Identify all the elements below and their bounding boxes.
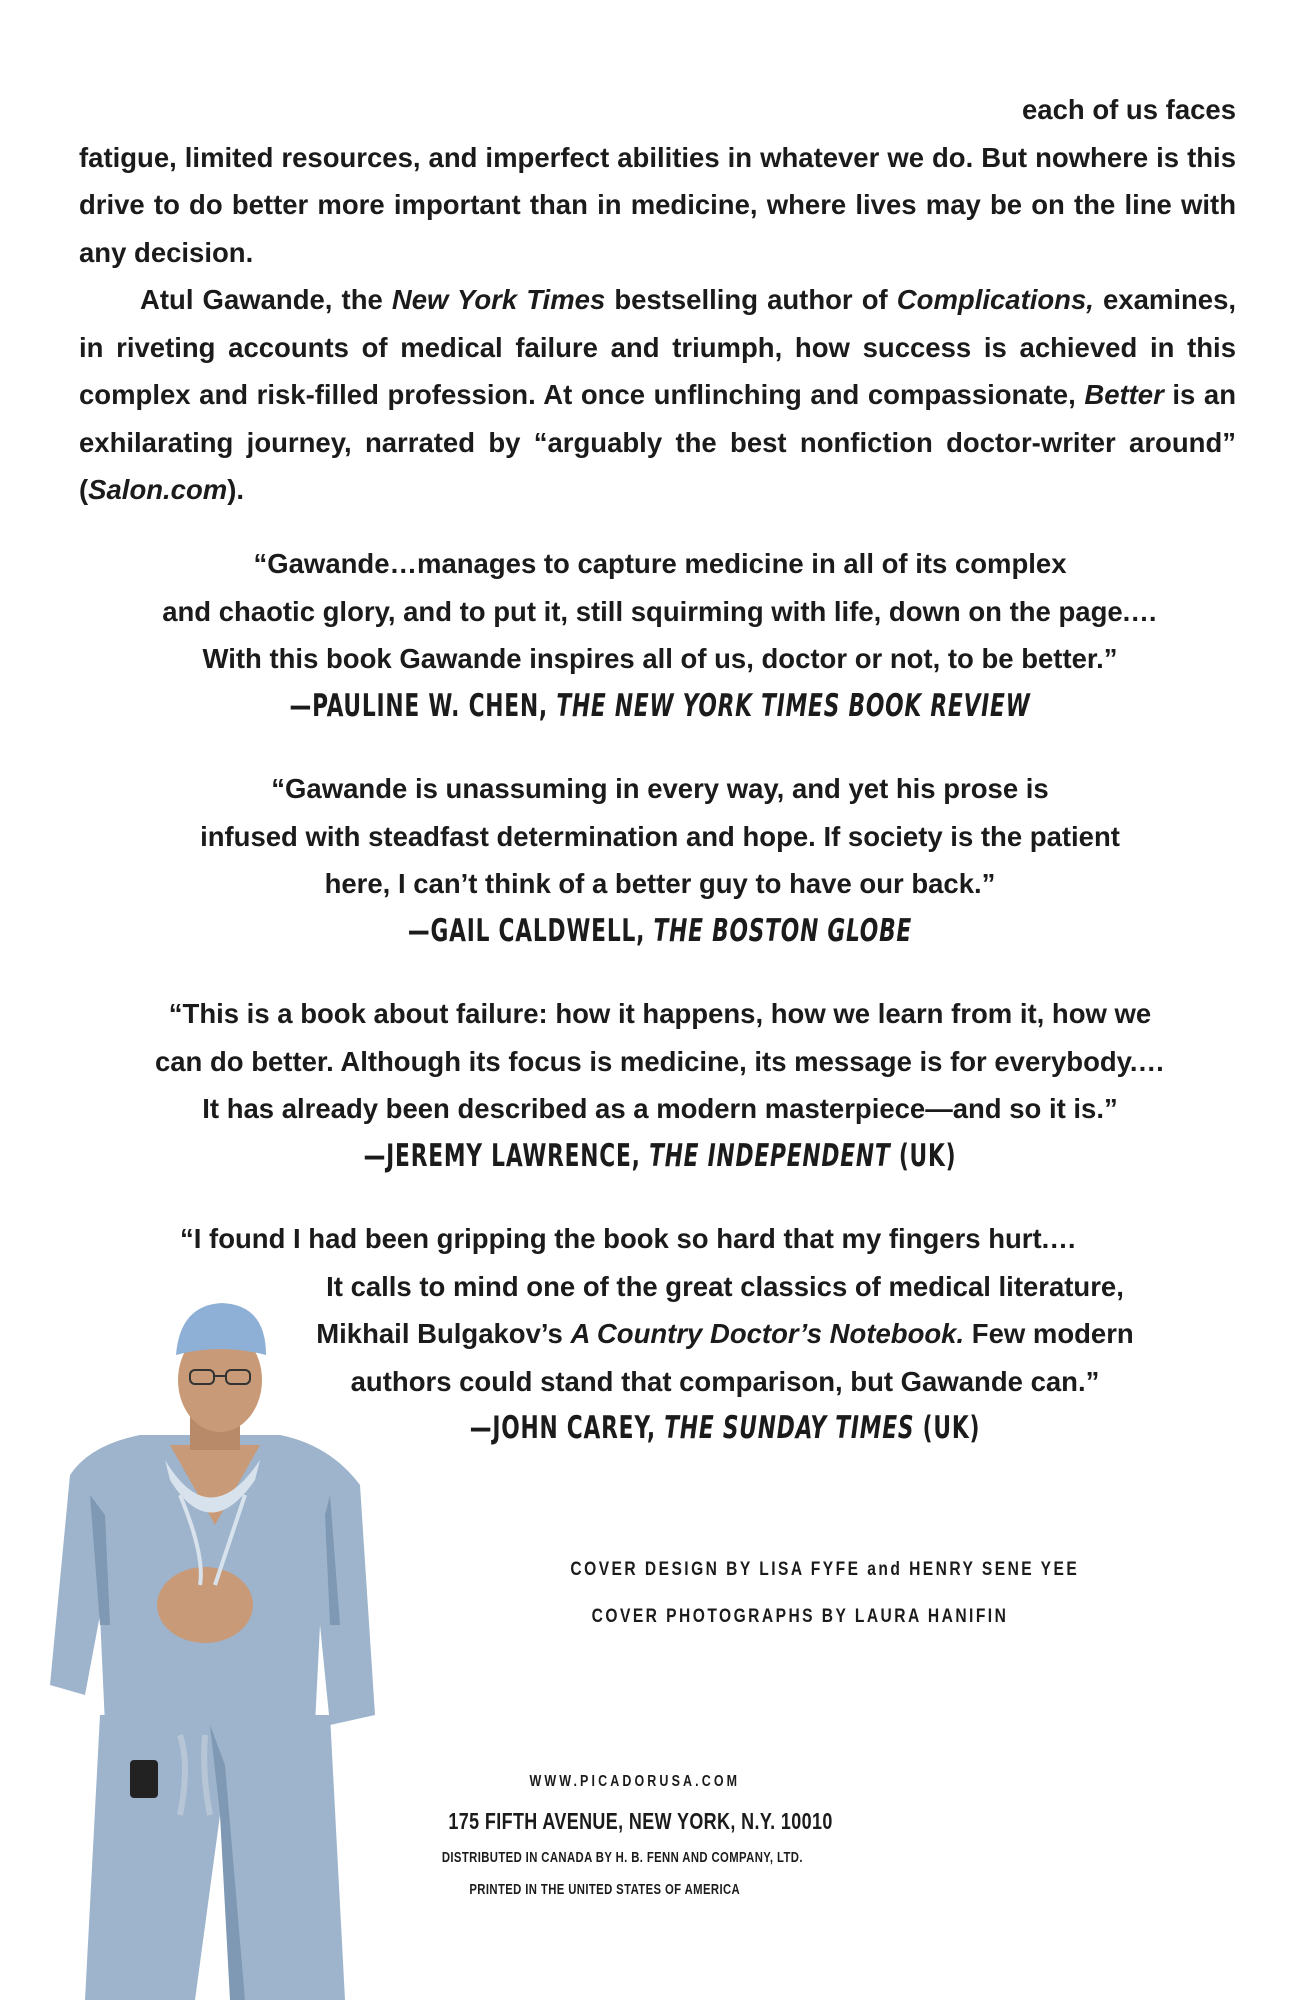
attribution-source: THE NEW YORK TIMES BOOK REVIEW: [556, 687, 1031, 724]
quote-line: It has already been described as a modern masterpiece—and so it is.”: [202, 1093, 1118, 1124]
publisher-address-text: 175 FIFTH AVENUE, NEW YORK, N.Y. 10010: [448, 1808, 833, 1834]
publisher-website-text: WWW.PICADORUSA.COM: [529, 1773, 740, 1790]
cover-credits: [520, 1546, 1080, 1640]
attribution-author: —JEREMY LAWRENCE,: [363, 1137, 650, 1174]
quote-text: Mikhail Bulgakov’s: [316, 1318, 571, 1349]
canada-distribution: [340, 1850, 803, 1866]
p2-complications-title: Complications,: [896, 284, 1094, 315]
blurb-caldwell: [60, 765, 1260, 955]
blurb-chen: [60, 540, 1260, 730]
quote-line: “I found I had been gripping the book so hard that my fingers hurt.…: [180, 1223, 1077, 1254]
intro-paragraph-1: fatigue, limited resources, and imperfect abilities in whatever we do. But nowhere is this drive to do better more important than in medicine, where lives may be on the line with any decision.: [79, 141, 1236, 268]
canada-distribution-text: DISTRIBUTED IN CANADA BY H. B. FENN AND COMPANY, LTD.: [441, 1850, 803, 1866]
attribution-author: —PAULINE W. CHEN,: [289, 687, 557, 724]
cover-photo-credit: COVER PHOTOGRAPHS BY LAURA HANIFIN: [591, 1606, 1009, 1627]
quote-line: here, I can’t think of a better guy to have our back.”: [324, 868, 996, 899]
p2-text-e: ).: [227, 474, 245, 505]
publisher-website: [340, 1773, 740, 1791]
p2-text-c: examines, in riveting accounts of medical failure and triumph, how success is achieved in this complex and risk-filled profession. At once unflinching and compassionate,: [79, 284, 1237, 410]
printed-in: [340, 1882, 740, 1898]
quote-line: “This is a book about failure: how it happens, how we learn from it, how we: [168, 998, 1152, 1029]
attribution-source: THE SUNDAY TIMES: [664, 1410, 915, 1446]
clasped-hands: [157, 1567, 253, 1643]
quote-book-title: A Country Doctor’s Notebook.: [570, 1318, 965, 1349]
attribution-source: THE BOSTON GLOBE: [653, 912, 913, 949]
quote-line: It calls to mind one of the great classics of medical literature,: [326, 1270, 1124, 1302]
quote-line: “Gawande is unassuming in every way, and yet his prose is: [271, 773, 1049, 804]
intro-text: [79, 86, 1236, 514]
blurb-lawrence: [60, 990, 1260, 1180]
attribution-suffix: (UK): [890, 1137, 957, 1174]
pager-icon: [130, 1760, 158, 1798]
p2-better-title: Better: [1084, 379, 1164, 410]
cover-design-credit: COVER DESIGN BY LISA FYFE and HENRY SENE YEE: [570, 1559, 1080, 1580]
surgical-cap: [176, 1303, 266, 1355]
p2-text-d: is an exhilarating journey, narrated by “arguably the best nonfiction doctor-writer around” (: [79, 379, 1237, 505]
p2-text-b: bestselling author of: [605, 284, 897, 315]
quote-line: authors could stand that comparison, but Gawande can.”: [350, 1365, 1100, 1397]
intro-paragraph-2: [79, 276, 1236, 514]
publisher-address: [340, 1808, 833, 1835]
quote-line: With this book Gawande inspires all of us, doctor or not, to be better.”: [202, 643, 1118, 674]
quote-line: “Gawande…manages to capture medicine in all of its complex: [253, 548, 1067, 579]
attribution-author: —JOHN CAREY,: [469, 1410, 665, 1446]
p2-text-a: Atul Gawande, the: [140, 284, 392, 315]
quote-line: infused with steadfast determination and hope. If society is the patient: [200, 820, 1120, 852]
p2-salon-source: Salon.com: [88, 474, 228, 505]
quote-line: can do better. Although its focus is medicine, its message is for everybody.…: [154, 1045, 1166, 1077]
attribution-author: —GAIL CALDWELL,: [407, 912, 654, 949]
attribution-source: THE INDEPENDENT: [649, 1137, 891, 1174]
quote-attribution: [192, 683, 1128, 731]
intro-lead-fragment: each of us faces: [1022, 94, 1236, 125]
quote-attribution: [192, 1133, 1128, 1181]
quote-line: and chaotic glory, and to put it, still squirming with life, down on the page.…: [162, 595, 1158, 627]
quote-attribution: [192, 908, 1128, 956]
quote-attribution: [277, 1405, 1174, 1453]
p2-nyt-title: New York Times: [391, 284, 606, 315]
quote-text: Few modern: [964, 1318, 1134, 1349]
printed-in-text: PRINTED IN THE UNITED STATES OF AMERICA: [469, 1882, 740, 1898]
attribution-suffix: (UK): [914, 1410, 981, 1446]
